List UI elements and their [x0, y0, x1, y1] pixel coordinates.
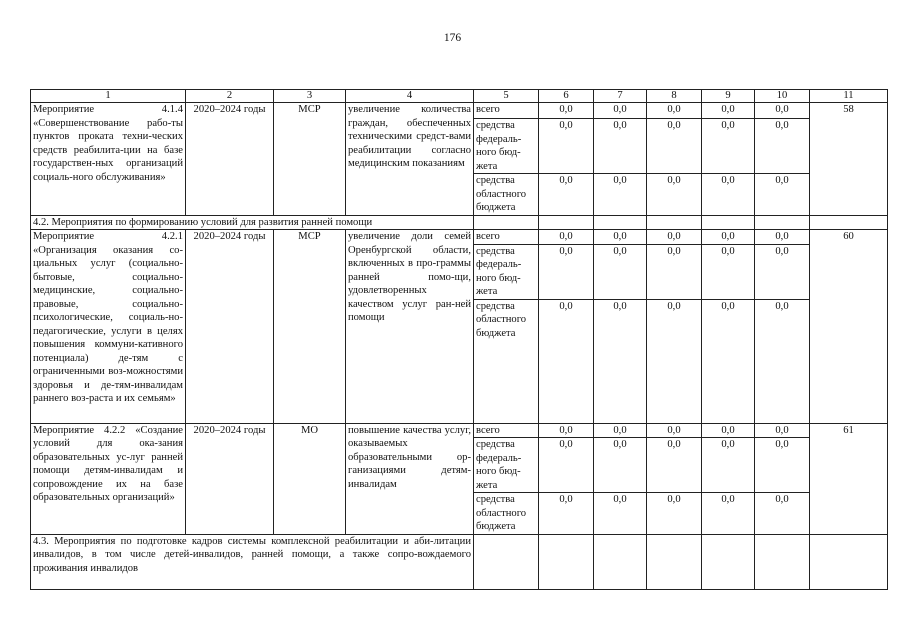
value-cell: 0,0 — [702, 244, 755, 299]
measure-period: 2020–2024 годы — [186, 230, 274, 424]
value-cell: 0,0 — [594, 103, 647, 119]
value-cell: 0,0 — [647, 299, 702, 423]
value-cell: 0,0 — [647, 423, 702, 438]
value-cell: 0,0 — [539, 438, 594, 493]
value-cell: 0,0 — [702, 299, 755, 423]
program-table — [30, 89, 888, 590]
section-heading: 4.2. Мероприятия по формированию условий для развития ранней помощи — [31, 215, 474, 230]
value-cell: 0,0 — [539, 423, 594, 438]
value-cell: 0,0 — [594, 493, 647, 535]
section-row — [31, 215, 888, 230]
funding-source: средства федераль-ного бюд-жета — [474, 119, 539, 174]
section-row — [31, 534, 888, 589]
value-cell: 0,0 — [594, 244, 647, 299]
measure-title: Мероприятие 4.2.1 «Организация оказания со-циальных услуг (социально-бытовые, социально-медицинские, социально-правовые, социально-психологические, социаль-но-педагогические, услуги в целях повышения коммуни-кативного потенциала) де-тям с ограниченными воз-можностями здоровья и де-тям-инвалидам раннего воз-раста и их семьям» — [31, 230, 186, 424]
table-row — [31, 230, 888, 245]
value-cell: 0,0 — [539, 230, 594, 245]
measure-period: 2020–2024 годы — [186, 423, 274, 534]
value-cell: 0,0 — [702, 119, 755, 174]
value-cell: 0,0 — [594, 438, 647, 493]
value-cell: 0,0 — [647, 119, 702, 174]
funding-source: всего — [474, 103, 539, 119]
column-header: 9 — [702, 90, 755, 103]
value-cell: 0,0 — [755, 230, 810, 245]
value-cell: 0,0 — [539, 493, 594, 535]
value-cell: 0,0 — [702, 230, 755, 245]
value-cell: 0,0 — [594, 299, 647, 423]
value-cell: 0,0 — [755, 103, 810, 119]
measure-title: Мероприятие 4.2.2 «Создание условий для ока-зания образовательных ус-луг ранней помощи детям-инвалидам и сопровождение их на базе образовательных организаций» — [31, 423, 186, 534]
value-cell: 0,0 — [702, 103, 755, 119]
value-cell: 0,0 — [647, 230, 702, 245]
value-cell: 0,0 — [539, 103, 594, 119]
column-header: 10 — [755, 90, 810, 103]
funding-source: всего — [474, 230, 539, 245]
measure-executor: МСР — [274, 230, 346, 424]
funding-source: средства областного бюджета — [474, 299, 539, 423]
page-number: 176 — [443, 32, 462, 44]
measure-title: Мероприятие 4.1.4 «Совершенствование рабо-ты пунктов проката техни-ческих средств реабилита-ции на базе государствен-ных организаций социаль-ного обслуживания» — [31, 103, 186, 216]
value-cell: 0,0 — [702, 493, 755, 535]
value-cell: 0,0 — [647, 493, 702, 535]
value-cell: 0,0 — [702, 174, 755, 216]
value-cell: 0,0 — [702, 438, 755, 493]
table-row — [31, 423, 888, 438]
value-cell: 0,0 — [755, 438, 810, 493]
value-cell: 0,0 — [539, 119, 594, 174]
measure-executor: МСР — [274, 103, 346, 216]
value-cell: 0,0 — [647, 103, 702, 119]
value-cell: 0,0 — [594, 119, 647, 174]
value-cell: 0,0 — [755, 299, 810, 423]
value-cell: 0,0 — [755, 493, 810, 535]
value-cell: 0,0 — [594, 423, 647, 438]
funding-source: средства областного бюджета — [474, 174, 539, 216]
column-header: 2 — [186, 90, 274, 103]
value-cell: 0,0 — [594, 174, 647, 216]
indicator-number: 60 — [810, 230, 888, 424]
measure-indicator: увеличение доли семей Оренбургской области, включенных в про-граммы ранней помо-щи, удовлетворенных качеством услуг ран-ней помощи — [346, 230, 474, 424]
column-header: 7 — [594, 90, 647, 103]
value-cell: 0,0 — [755, 244, 810, 299]
value-cell: 0,0 — [539, 174, 594, 216]
section-heading: 4.3. Мероприятия по подготовке кадров системы комплексной реабилитации и аби-литации инвалидов, в том числе детей-инвалидов, ранней помощи, а также сопро-вождаемого проживания инвалидов — [31, 534, 474, 589]
funding-source: всего — [474, 423, 539, 438]
value-cell: 0,0 — [647, 438, 702, 493]
value-cell: 0,0 — [594, 230, 647, 245]
value-cell: 0,0 — [755, 423, 810, 438]
header-row — [31, 90, 888, 103]
table-row — [31, 103, 888, 119]
funding-source: средства федераль-ного бюд-жета — [474, 244, 539, 299]
measure-period: 2020–2024 годы — [186, 103, 274, 216]
value-cell: 0,0 — [647, 174, 702, 216]
value-cell: 0,0 — [755, 174, 810, 216]
column-header: 6 — [539, 90, 594, 103]
measure-executor: МО — [274, 423, 346, 534]
column-header: 3 — [274, 90, 346, 103]
value-cell: 0,0 — [539, 244, 594, 299]
value-cell: 0,0 — [647, 244, 702, 299]
column-header: 4 — [346, 90, 474, 103]
column-header: 11 — [810, 90, 888, 103]
indicator-number: 61 — [810, 423, 888, 534]
value-cell: 0,0 — [755, 119, 810, 174]
value-cell: 0,0 — [702, 423, 755, 438]
funding-source: средства федераль-ного бюд-жета — [474, 438, 539, 493]
value-cell: 0,0 — [539, 299, 594, 423]
column-header: 5 — [474, 90, 539, 103]
measure-indicator: увеличение количества граждан, обеспеченных техническими средст-вами реабилитации согласно медицинским показаниям — [346, 103, 474, 216]
indicator-number: 58 — [810, 103, 888, 216]
funding-source: средства областного бюджета — [474, 493, 539, 535]
column-header: 1 — [31, 90, 186, 103]
measure-indicator: повышение качества услуг, оказываемых образовательными ор-ганизациями детям-инвалидам — [346, 423, 474, 534]
column-header: 8 — [647, 90, 702, 103]
